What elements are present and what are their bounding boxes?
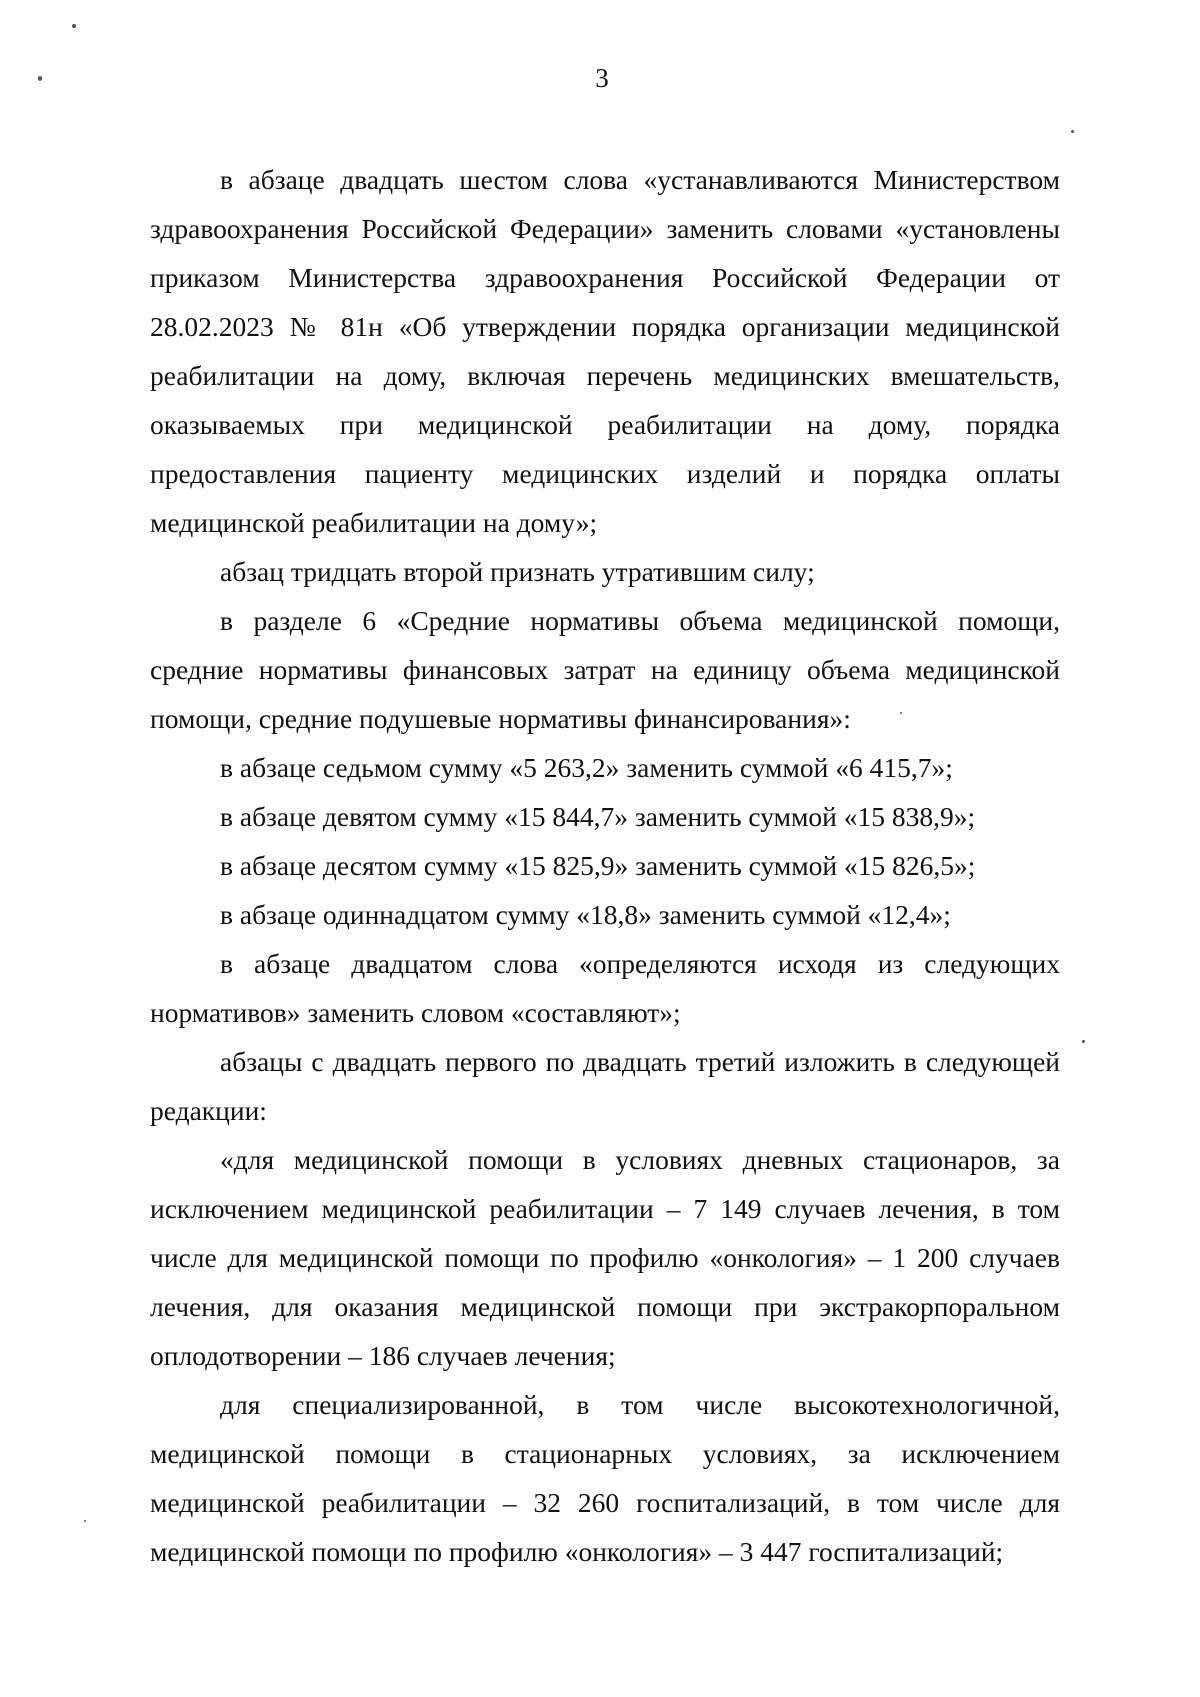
scan-speck [84, 1520, 86, 1522]
page-number: 3 [595, 63, 609, 93]
paragraph-2: абзац тридцать второй признать утратившим силу; [220, 556, 815, 587]
paragraph-11: для специализированной, в том числе высокотехнологичной, медицинской помощи в стационарных условиях, за исключением медицинской реабилитации – 32 260 госпитализаций, в том числе для медицинской помощи по профилю «онкология» – 3 447 госпитализаций; [150, 1389, 1060, 1567]
paragraph-7: в абзаце одиннадцатом сумму «18,8» заменить суммой «12,4»; [220, 899, 951, 930]
paragraph-9: абзацы с двадцать первого по двадцать третий изложить в следующей редакции: [150, 1046, 1060, 1126]
document-body [150, 155, 1060, 1576]
paragraph-6: в абзаце десятом сумму «15 825,9» заменить суммой «15 826,5»; [220, 850, 976, 881]
paragraph-8: в абзаце двадцатом слова «определяются исходя из следующих нормативов» заменить словом «составляют»; [150, 948, 1060, 1028]
scan-speck [38, 76, 42, 81]
scan-speck [900, 712, 902, 714]
paragraph-10: «для медицинской помощи в условиях дневных стационаров, за исключением медицинской реабилитации – 7 149 случаев лечения, в том числе для медицинской помощи по профилю «онкология» – 1 200 случаев лечения, для оказания медицинской помощи при экстракорпоральном оплодотворении – 186 случаев лечения; [150, 1144, 1060, 1371]
scan-speck [72, 24, 76, 28]
scan-speck [1082, 1040, 1085, 1043]
paragraph-1: в абзаце двадцать шестом слова «устанавливаются Министерством здравоохранения Российской Федерации» заменить словами «установлены приказом Министерства здравоохранения Российской Федерации от 28.02.2023 № 81н «Об утверждении порядка организации медицинской реабилитации на дому, включая перечень медицинских вмешательств, оказываемых при медицинской реабилитации на дому, порядка предоставления пациенту медицинских изделий и порядка оплаты медицинской реабилитации на дому»; [150, 164, 1060, 538]
paragraph-3: в разделе 6 «Средние нормативы объема медицинской помощи, средние нормативы финансовых затрат на единицу объема медицинской помощи, средние подушевые нормативы финансирования»: [150, 605, 1060, 734]
paragraph-4: в абзаце седьмом сумму «5 263,2» заменить суммой «6 415,7»; [220, 752, 953, 783]
scan-speck [1071, 130, 1074, 133]
paragraph-5: в абзаце девятом сумму «15 844,7» заменить суммой «15 838,9»; [220, 801, 976, 832]
